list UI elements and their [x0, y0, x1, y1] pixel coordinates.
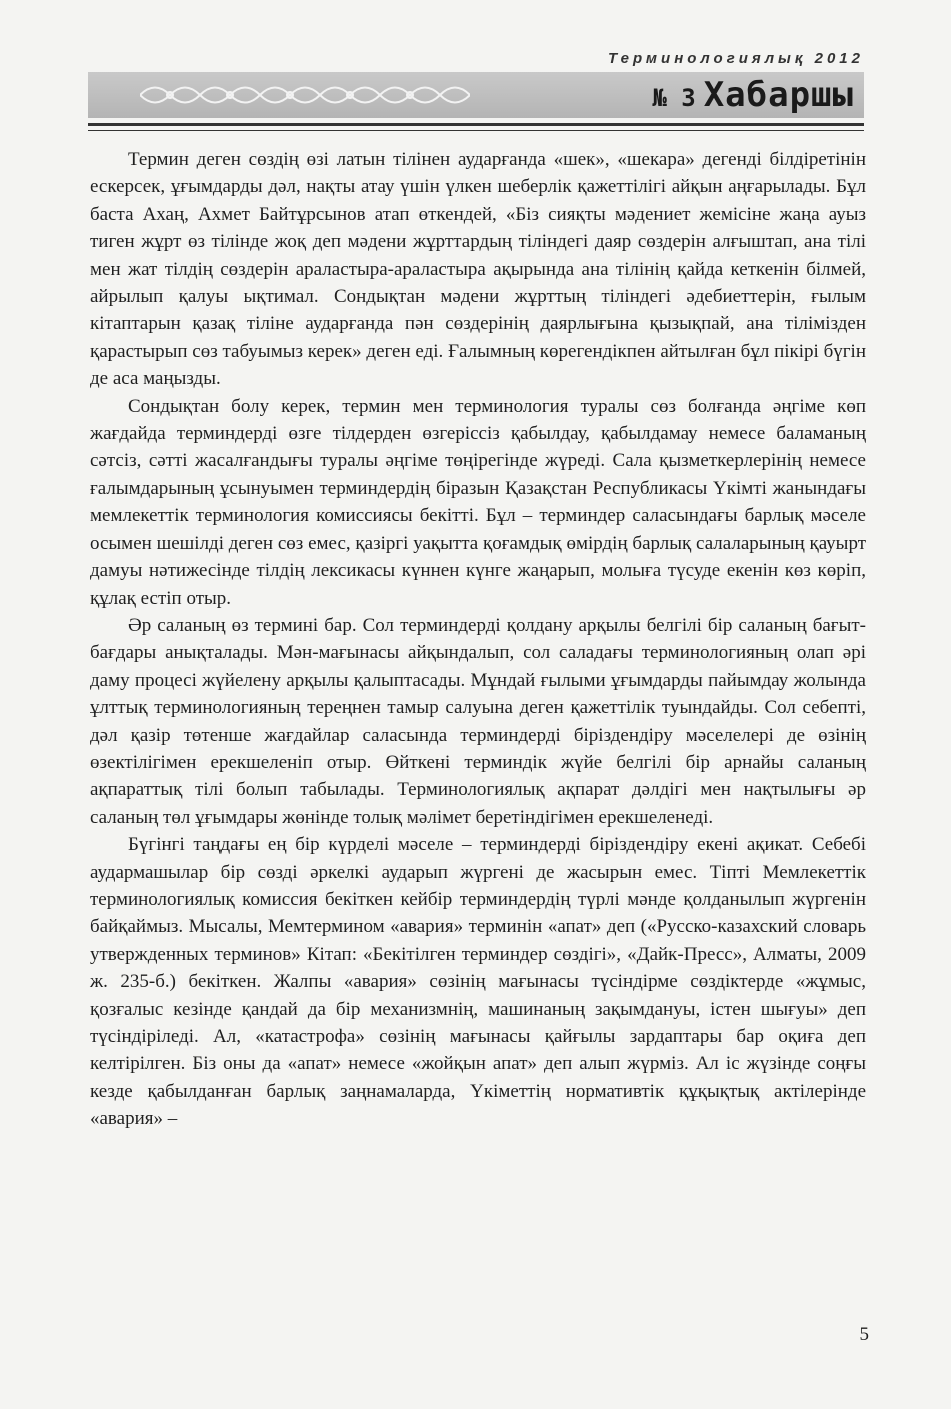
paragraph: Термин деген сөздің өзі латын тілінен аударғанда «шек», «шекара» дегенді білдіретінін ескерсек, ұғымдарды дәл, нақты атау үшін үлкен шеберлік қажеттілігі айқын аңғарылады. Бұл баста Ахаң, Ахмет Байтұрсынов атап өткендей, «Біз сияқты мәдениет жемісіне жаңа ауыз тиген жұрт өз тілінде жоқ деп мәдени жұрттардың тіліндегі даяр сөздерін алғыштап, ана тілі мен жат тілдің сөздерін араластыра-араластыра ақырында ана тілінің қайда кеткенін білмей, айрылып қалуы ықтимал. Сондықтан мәдени жұрттың тіліндегі әдебиеттерін, ғылым кітаптарын қазақ тіліне аударғанда пән сөздерінің даярлығына қызықпай, ана тілімізден қарастырып сөз табуымыз керек» деген еді. Ғалымның көрегендікпен айтылған бұл пікірі бүгін де аса маңызды.	[90, 149, 866, 390]
article-body	[90, 146, 866, 1133]
header-band	[88, 72, 864, 118]
journal-line: Терминологиялық 2012	[608, 50, 864, 67]
paragraph: Бүгінгі таңдағы ең бір күрделі мәселе – терминдерді біріздендіру екені ақикат. Себебі аудармашылар бір сөзді әркелкі аударып жүргені де жасырын емес. Тіпті Мемлекеттік терминологиялық комиссия бекіткен кейбір терминдердің түрлі мәнде қолданылып жүргенін байқаймыз. Мысалы, Мемтермином «авария» терминін «апат» деп («Русско-казахский словарь утвержденных терминов» Кітап: «Бекітілген терминдер сөздігі», «Дайк-Пресс», Алматы, 2009 ж. 235-б.) бекіткен. Жалпы «авария» сөзінің мағынасы түсіндірме сөздіктерде «жұмыс, қозғалыс кезінде қандай да бір механизмнің, машинаның зақымдануы, істен шығуы» деп түсіндіріледі. Ал, «катастрофа» сөзінің мағынасы қайғылы зардаптары бар оқиға деп келтірілген. Біз оны да «апат» немесе «жойқын апат» деп алып жүрміз. Ал іс жүзінде соңғы кезде қабылданған барлық заңнамаларда, Үкіметтің нормативтік құқықтық актілерінде «авария» –	[90, 834, 866, 1130]
page-number: 5	[859, 1324, 869, 1345]
issue-heading	[652, 75, 854, 115]
journal-title: Хабаршы	[703, 75, 854, 115]
header-rule-thick	[88, 123, 864, 126]
issue-number: № 3	[652, 84, 696, 112]
paragraph: Әр саланың өз термині бар. Сол терминдерді қолдану арқылы белгілі бір саланың бағыт-бағдары анықталады. Мән-мағынасы айқындалып, сол саладағы терминологияның олап әрі даму процесі жүйелену арқылы қалыптасады. Мұндай ғылыми ұғымдарды пайымдау жолында ұлттық терминологияның тереңнен тамыр салуына деген қажеттілік туындайды. Сол себепті, дәл қазір төтенше жағдайлар саласында терминдерді біріздендіру мәселелері де өзінің өзектілігімен ерекшеленіп отыр. Өйткені терминдік жүйе белгілі бір арнайы саланың ақпараттық тілі болып табылады. Терминологиялық ақпарат дәлдігі мен нақтылығы әр саланың төл ұғымдары жөнінде толық мәлімет беретіндігімен ерекшеленеді.	[90, 614, 866, 828]
paragraph: Сондықтан болу керек, термин мен терминология туралы сөз болғанда әңгіме көп жағдайда терминдерді өзге тілдерден өзгеріссіз қабылдау, қабылдамау немесе баламаның сәтсіз, сәтті жасалғандығы туралы әңгіме төңірегінде жүреді. Сала қызметкерлерінің немесе ғалымдарының ұсынуымен терминдердің біразын Қазақстан Республикасы Үкімті жанындағы мемлекеттік терминология комиссиясы бекітті. Бұл – терминдер саласындағы барлық мәселе осымен шешілді деген сөз емес, қазіргі уақытта қоғамдық өмірдің барлық салаларының қауырт дамуы нәтижесінде тілдің лексикасы күннен күнге жаңарып, молыға түсуде екенін көз көріп, құлақ естіп отыр.	[90, 395, 866, 609]
header-rule-thin	[88, 130, 864, 131]
ornament-pattern-icon	[140, 80, 470, 110]
